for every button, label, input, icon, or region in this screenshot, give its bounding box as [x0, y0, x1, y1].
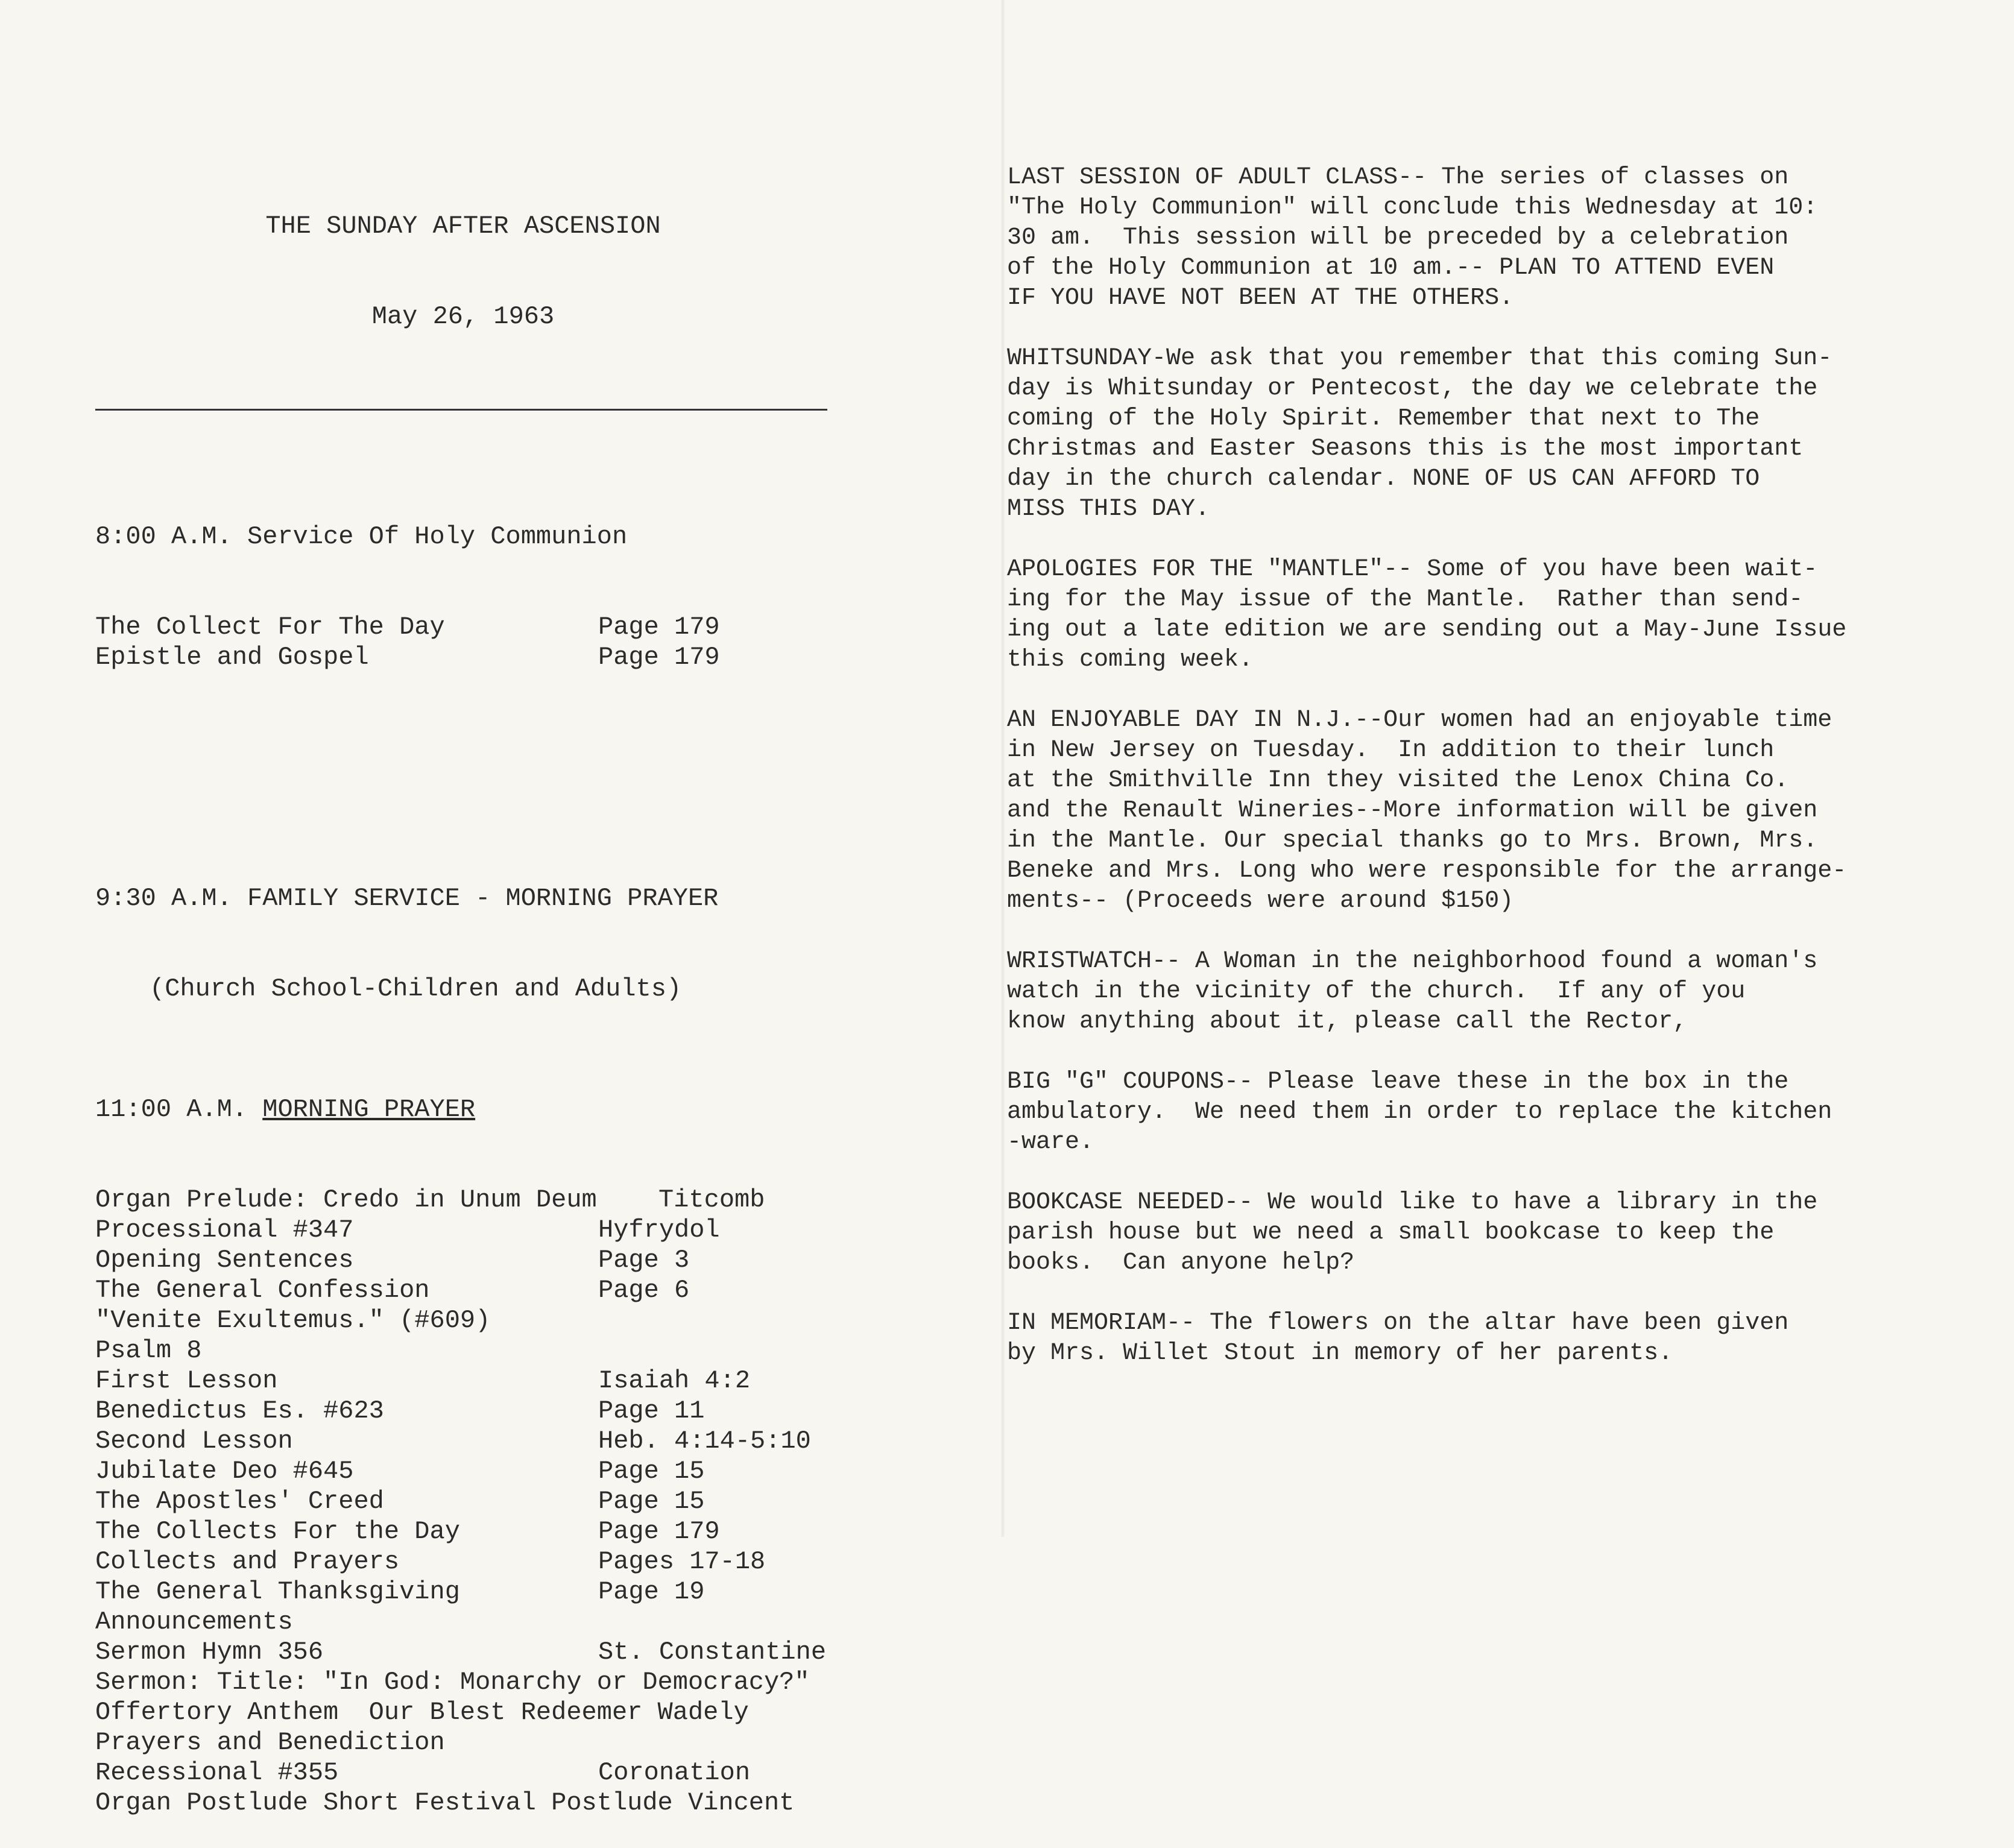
service-item-label: Opening Sentences: [95, 1246, 354, 1275]
service-item-label: Sermon Hymn 356: [95, 1638, 324, 1667]
announcement-line: "The Holy Communion" will conclude this Wednesday at 10:: [1007, 194, 1818, 221]
service-item-label: The Collect For The Day: [95, 613, 445, 642]
service-item: [95, 1396, 843, 1426]
announcement-line: of the Holy Communion at 10 am.-- PLAN TO ATTEND EVEN: [1007, 254, 1775, 282]
announcement-line: ing for the May issue of the Mantle. Rather than send-: [1007, 586, 1804, 613]
announcement: [1007, 1067, 1948, 1158]
service-item: [95, 1727, 843, 1758]
announcement-line: in New Jersey on Tuesday. In addition to their lunch: [1007, 737, 1775, 764]
service-item: [95, 1697, 843, 1727]
announcement-line: IN MEMORIAM-- The flowers on the altar have been given: [1007, 1310, 1789, 1337]
service-item-label: Jubilate Deo #645: [95, 1457, 354, 1486]
family-service-heading: 9:30 A.M. FAMILY SERVICE - MORNING PRAYER: [95, 884, 719, 913]
announcement-line: coming of the Holy Spirit. Remember that next to The: [1007, 405, 1760, 432]
announcement-line: WRISTWATCH-- A Woman in the neighborhood found a woman's: [1007, 948, 1818, 975]
header-divider: [95, 409, 827, 411]
morning-prayer-heading: [95, 1094, 843, 1124]
service-item-reference: St. Constantine: [598, 1638, 827, 1667]
service-item: [95, 1516, 843, 1547]
service-item-reference: Page 11: [598, 1396, 705, 1425]
family-service-subheading: (Church School-Children and Adults): [150, 974, 682, 1003]
announcement-line: books. Can anyone help?: [1007, 1249, 1355, 1276]
announcement-line: WHITSUNDAY-We ask that you remember that this coming Sun-: [1007, 345, 1832, 372]
service-item-label: First Lesson: [95, 1366, 278, 1395]
service-item-reference: Page 15: [598, 1487, 705, 1516]
announcement-line: APOLOGIES FOR THE "MANTLE"-- Some of you have been wait-: [1007, 556, 1818, 583]
announcement-line: Christmas and Easter Seasons this is the most important: [1007, 435, 1804, 462]
announcement-line: MISS THIS DAY.: [1007, 496, 1210, 523]
service-item-reference: Page 179: [598, 613, 720, 642]
service-item: [95, 1275, 843, 1305]
service-item-label: The General Thanksgiving: [95, 1577, 460, 1606]
service-item-reference: Isaiah 4:2: [598, 1366, 751, 1395]
announcement-line: day is Whitsunday or Pentecost, the day we celebrate the: [1007, 375, 1818, 402]
service-item-reference: Page 6: [598, 1276, 690, 1305]
early-service-heading: 8:00 A.M. Service Of Holy Communion: [95, 522, 628, 551]
service-item-reference: Heb. 4:14-5:10: [598, 1427, 811, 1455]
announcement: [1007, 344, 1948, 525]
service-item-reference: Page 15: [598, 1457, 705, 1486]
announcement-line: LAST SESSION OF ADULT CLASS-- The series of classes on: [1007, 164, 1789, 191]
service-item-reference: Titcomb: [658, 1185, 765, 1214]
announcement: [1007, 947, 1948, 1037]
announcement-line: ments-- (Proceeds were around $150): [1007, 888, 1514, 915]
service-item-label: The General Confession: [95, 1276, 430, 1305]
service-item-reference: Hyfrydol: [598, 1216, 720, 1244]
bulletin-title: THE SUNDAY AFTER ASCENSION: [265, 212, 661, 241]
announcement: [1007, 163, 1948, 314]
service-item-reference: Page 179: [598, 643, 720, 672]
announcement: [1007, 705, 1948, 916]
announcement-line: IF YOU HAVE NOT BEEN AT THE OTHERS.: [1007, 285, 1514, 312]
service-item: [95, 642, 843, 672]
service-item-label: Announcements: [95, 1607, 293, 1636]
early-service-list: [95, 612, 843, 672]
service-item-reference: Pages 17-18: [598, 1547, 766, 1576]
announcement-line: day in the church calendar. NONE OF US CAN AFFORD TO: [1007, 465, 1760, 493]
morning-prayer-title: MORNING PRAYER: [262, 1095, 476, 1124]
service-item-reference: Page 19: [598, 1577, 705, 1606]
service-item-reference: Page 179: [598, 1517, 720, 1546]
announcement-line: know anything about it, please call the Rector,: [1007, 1008, 1688, 1035]
announcement-line: 30 am. This session will be preceded by a celebration: [1007, 224, 1789, 251]
service-item: [95, 1185, 843, 1215]
announcement: [1007, 1188, 1948, 1278]
service-item: [95, 1336, 843, 1366]
announcement-line: ing out a late edition we are sending out a May-June Issue: [1007, 616, 1847, 643]
announcement-line: AN ENJOYABLE DAY IN N.J.--Our women had an enjoyable time: [1007, 707, 1832, 734]
bulletin-date: May 26, 1963: [371, 302, 555, 331]
service-item: [95, 1607, 843, 1637]
service-item: [95, 1215, 843, 1245]
service-item-label: The Collects For the Day: [95, 1517, 460, 1546]
announcement-line: in the Mantle. Our special thanks go to Mrs. Brown, Mrs.: [1007, 827, 1818, 854]
announcement-line: watch in the vicinity of the church. If any of you: [1007, 978, 1746, 1005]
service-item: [95, 1758, 843, 1788]
order-of-service: [95, 151, 843, 1848]
service-item-label: Epistle and Gospel: [95, 643, 369, 672]
service-item: [95, 1577, 843, 1607]
announcement-line: this coming week.: [1007, 646, 1254, 673]
announcement-line: and the Renault Wineries--More information will be given: [1007, 797, 1818, 824]
announcement-line: by Mrs. Willet Stout in memory of her parents.: [1007, 1340, 1673, 1367]
announcement-line: at the Smithville Inn they visited the Lenox China Co.: [1007, 767, 1789, 794]
service-item: [95, 1486, 843, 1516]
service-item: [95, 1788, 843, 1818]
service-item-reference: Page 3: [598, 1246, 690, 1275]
announcement-line: -ware.: [1007, 1129, 1094, 1156]
service-item: [95, 1366, 843, 1396]
service-item-label: Collects and Prayers: [95, 1547, 400, 1576]
service-item: [95, 1637, 843, 1667]
morning-prayer-list: [95, 1185, 843, 1818]
service-item-label: Psalm 8: [95, 1336, 202, 1365]
announcement-line: BIG "G" COUPONS-- Please leave these in the box in the: [1007, 1068, 1789, 1096]
service-item-label: Organ Postlude Short Festival Postlude Vincent: [95, 1788, 795, 1817]
service-item-label: Second Lesson: [95, 1427, 293, 1455]
spacer: [95, 763, 843, 793]
announcement-line: parish house but we need a small bookcase to keep the: [1007, 1219, 1775, 1246]
announcement: [1007, 555, 1948, 675]
service-item-reference: Coronation: [598, 1758, 751, 1787]
service-item-label: Prayers and Benediction: [95, 1728, 445, 1757]
service-item: [95, 1245, 843, 1275]
service-item-label: "Venite Exultemus." (#609): [95, 1306, 491, 1335]
service-item: [95, 1547, 843, 1577]
service-item-label: Offertory Anthem Our Blest Redeemer Wadely: [95, 1698, 749, 1727]
service-item-label: Recessional #355: [95, 1758, 339, 1787]
announcements-column: [1007, 163, 1948, 1369]
service-item-label: Benedictus Es. #623: [95, 1396, 384, 1425]
morning-prayer-time: 11:00 A.M.: [95, 1095, 248, 1124]
service-item: [95, 1667, 843, 1697]
service-item: [95, 612, 843, 642]
announcement-line: ambulatory. We need them in order to replace the kitchen: [1007, 1099, 1832, 1126]
announcement-line: Beneke and Mrs. Long who were responsible for the arrange-: [1007, 857, 1847, 885]
page-fold: [1001, 0, 1005, 1537]
service-item: [95, 1426, 843, 1456]
service-item: [95, 1305, 843, 1336]
service-item-label: Organ Prelude: Credo in Unum Deum: [95, 1185, 597, 1214]
service-item-label: Processional #347: [95, 1216, 354, 1244]
announcement: [1007, 1308, 1948, 1369]
service-item: [95, 1456, 843, 1486]
service-item-label: Sermon: Title: "In God: Monarchy or Democracy?": [95, 1668, 810, 1697]
service-item-label: The Apostles' Creed: [95, 1487, 384, 1516]
announcement-line: BOOKCASE NEEDED-- We would like to have a library in the: [1007, 1189, 1818, 1216]
